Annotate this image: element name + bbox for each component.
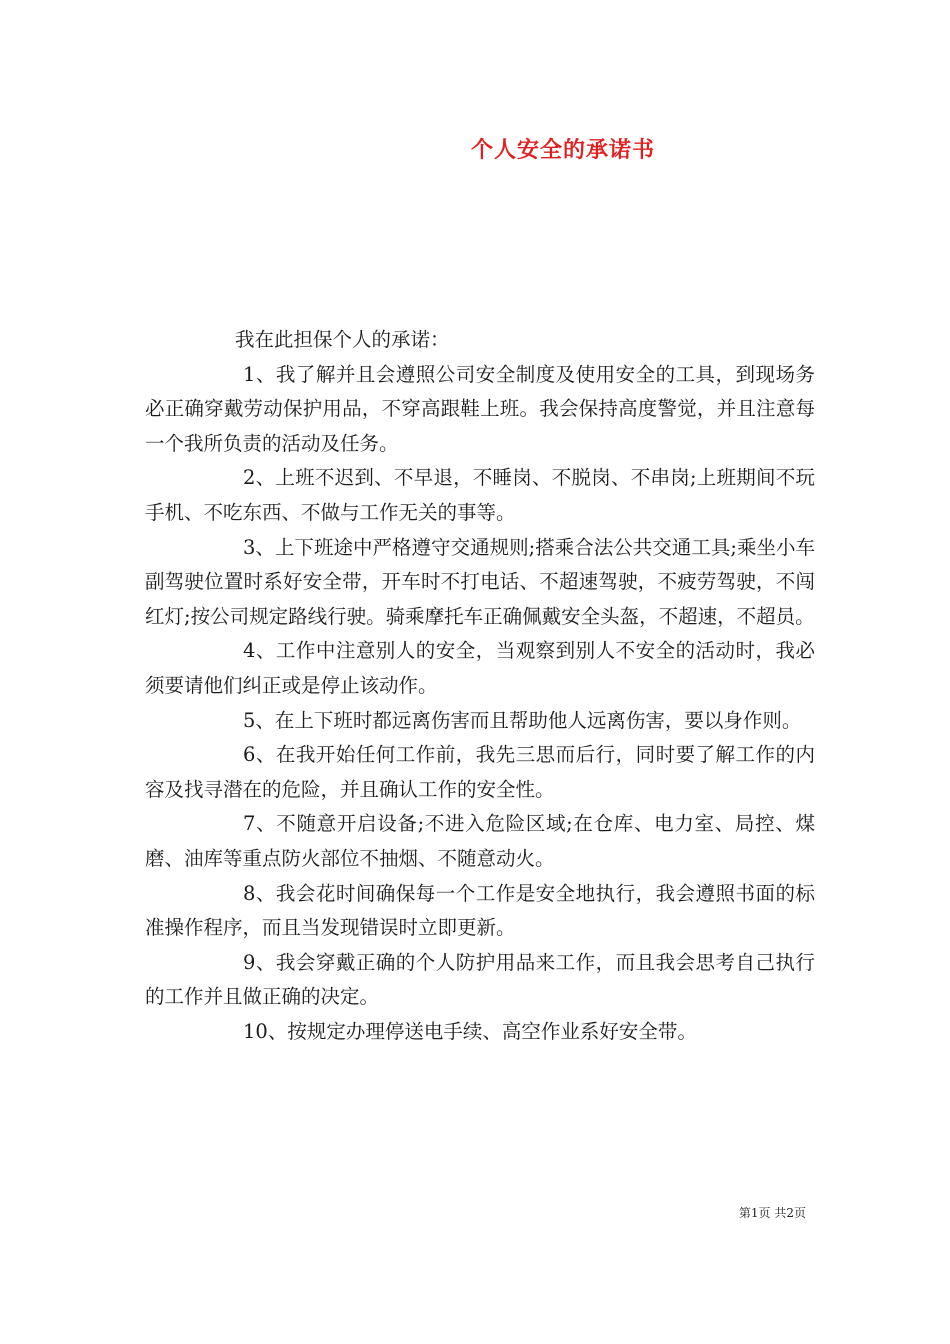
document-body [145, 323, 815, 1049]
commitment-item-4: 4、工作中注意别人的安全，当观察到别人不安全的活动时，我必须要请他们纠正或是停止该动作。 [145, 639, 815, 697]
commitment-item-6: 6、在我开始任何工作前，我先三思而后行，同时要了解工作的内容及找寻潜在的危险，并且确认工作的安全性。 [145, 743, 815, 801]
commitment-item-9: 9、我会穿戴正确的个人防护用品来工作，而且我会思考自己执行的工作并且做正确的决定。 [145, 950, 815, 1009]
commitment-item-3: 3、上下班途中严格遵守交通规则;搭乘合法公共交通工具;乘坐小车副驾驶位置时系好安全带，开车时不打电话、不超速驾驶，不疲劳驾驶，不闯红灯;按公司规定路线行驶。骑乘摩托车正确佩戴安全头盔，不超速，不超员。 [145, 535, 815, 628]
commitment-item-8: 8、我会花时间确保每一个工作是安全地执行，我会遵照书面的标准操作程序，而且当发现错误时立即更新。 [145, 881, 815, 940]
commitment-item-5: 5、在上下班时都远离伤害而且帮助他人远离伤害，要以身作则。 [243, 708, 802, 732]
page-title: 个人安全的承诺书 [470, 137, 655, 163]
page-number-footer: 第1页 共2页 [738, 1206, 806, 1220]
commitment-item-2: 2、上班不迟到、不早退，不睡岗、不脱岗、不串岗;上班期间不玩手机、不吃东西、不做与工作无关的事等。 [145, 466, 815, 524]
commitment-item-1: 1、我了解并且会遵照公司安全制度及使用安全的工具，到现场务必正确穿戴劳动保护用品，不穿高跟鞋上班。我会保持高度警觉，并且注意每一个我所负责的活动及任务。 [145, 362, 815, 455]
intro-paragraph: 我在此担保个人的承诺： [235, 328, 450, 351]
commitment-item-7: 7、不随意开启设备;不进入危险区域;在仓库、电力室、局控、煤磨、油库等重点防火部位不抽烟、不随意动火。 [145, 812, 815, 870]
commitment-item-10: 10、按规定办理停送电手续、高空作业系好安全带。 [243, 1019, 697, 1043]
